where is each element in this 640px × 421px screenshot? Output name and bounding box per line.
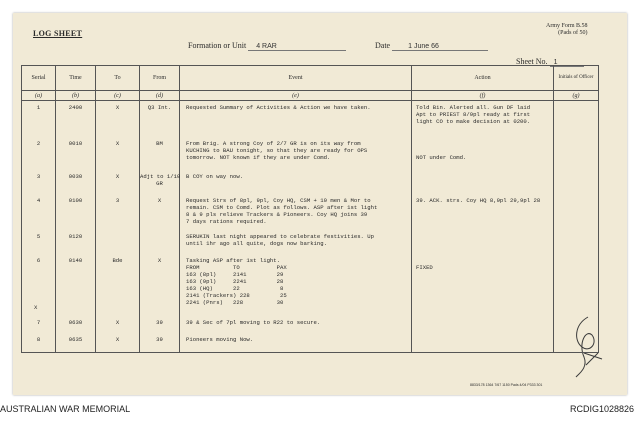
margin-mark: X [34,303,38,311]
row-time: 2400 [56,101,96,137]
row-to: X [96,333,140,353]
col-action: Action [412,66,554,91]
row-serial [22,254,56,316]
row-serial: 4 [22,194,56,230]
row-to [96,230,140,254]
row-to: X [96,101,140,137]
row-time: 0100 [56,194,96,230]
row-time: 0120 [56,230,96,254]
formation-label: Formation or Unit [188,41,247,50]
row-event: SERUKIN last night appeared to celebrate festivities. Up until 1hr ago all quite, dogs now barking. [180,230,412,254]
date-field [375,41,488,51]
row-to: X [96,137,140,170]
row-event: Requested Summary of Activities & Action we have taken. [180,101,412,137]
row-time: 0030 [56,170,96,194]
row-action: NOT under Comd. [412,137,554,170]
footer-record-id: RCDIG1028826 [569,404,634,414]
row-initials [554,254,599,316]
row-event: From Brig. A strong Coy of 2/7 GR is on its way from KUCHING to BAU tonight, so that they are ready for OPS tomorrow. NOT known if they are under Comd. [180,137,412,170]
footer-institution: AUSTRALIAN WAR MEMORIAL [0,404,131,414]
row-to: 3 [96,194,140,230]
row-action: Told Bin. Alerted all. Gun DF laid Apt to PRIEST 8/9pl ready at first light CO to make decision at 0200. [412,101,554,137]
row-serial-value: 6 [36,256,41,264]
table-row [22,254,599,316]
row-event: 39 & Sec of 7pl moving to R22 to secure. [180,316,412,333]
row-initials [554,101,599,137]
table-row [22,316,599,333]
col-from: From [140,66,180,91]
sheet-title: LOG SHEET [33,29,83,38]
row-event: Pioneers moving Now. [180,333,412,353]
row-action [412,230,554,254]
table-row [22,137,599,170]
army-form-number: Army Form B.58 [546,23,588,29]
row-from: X [140,194,180,230]
log-table [21,65,599,353]
row-from: BM [140,137,180,170]
col-serial: Serial [22,66,56,91]
row-from: Adjt to 1/10 GR [140,170,180,194]
row-serial: 8 [22,333,56,353]
date-value: 1 June 66 [392,43,488,51]
row-initials [554,316,599,333]
row-action [412,170,554,194]
table-row [22,170,599,194]
row-serial: 7 [22,316,56,333]
formation-field [188,41,346,51]
row-serial: 3 [22,170,56,194]
col-event: Event [180,66,412,91]
letter-f: (f) [412,91,554,101]
row-serial: 2 [22,137,56,170]
sheet-value: 1 [550,59,584,67]
printer-line: 8833/178 1364 7/67 1150 Pads 4/04 P333 301 [470,383,543,387]
pads-note: (Pads of 50) [558,30,588,36]
row-event: Request Strs of 8pl, 9pl, Coy HQ, CSM + 10 men & Mor to remain. CSM to Comd. Plot as follows. ASP after 1st light 8 & 9 pls relieve Trackers & Pioneers. Coy HQ joins 39 7 days rations required. [180,194,412,230]
sheet-label: Sheet No. [516,57,548,66]
table-row [22,194,599,230]
letter-b: (b) [56,91,96,101]
row-from [140,230,180,254]
row-to: X [96,316,140,333]
row-to: X [96,170,140,194]
row-action [412,333,554,353]
row-time: 0630 [56,316,96,333]
row-serial: 1 [22,101,56,137]
row-from: 39 [140,333,180,353]
table-row [22,333,599,353]
row-action: FIXED [412,254,554,316]
table-row [22,230,599,254]
letter-c: (c) [96,91,140,101]
letter-d: (d) [140,91,180,101]
row-time: 0140 [56,254,96,316]
row-time: 0010 [56,137,96,170]
row-from: 39 [140,316,180,333]
row-initials [554,170,599,194]
row-event: B COY on way now. [180,170,412,194]
row-from: X [140,254,180,316]
row-event: Tasking ASP after 1st light. FROM TO PAX 163 (8pl) 2141 29 163 (9pl) 2241 28 163 (HQ) 22 8 2141 (Trackers) 228 25 2241 (Pnrs) 228 30 [180,254,412,316]
row-serial: 5 [22,230,56,254]
row-action [412,316,554,333]
row-initials [554,230,599,254]
letter-e: (e) [180,91,412,101]
row-initials [554,194,599,230]
letter-a: (a) [22,91,56,101]
col-to: To [96,66,140,91]
row-initials [554,333,599,353]
row-to: Bde [96,254,140,316]
letter-g: (g) [554,91,599,101]
row-time: 0635 [56,333,96,353]
army-form-label [546,23,588,37]
date-label: Date [375,41,391,50]
col-time: Time [56,66,96,91]
formation-value: 4 RAR [248,43,346,51]
row-from: Q3 Int. [140,101,180,137]
col-initials: Initials of Officer [554,66,599,91]
table-header-row [22,66,599,91]
row-initials [554,137,599,170]
row-action: 39. ACK. strs. Coy HQ 8,9pl 29,9pl 28 [412,194,554,230]
table-row [22,101,599,137]
table-letter-row [22,91,599,101]
